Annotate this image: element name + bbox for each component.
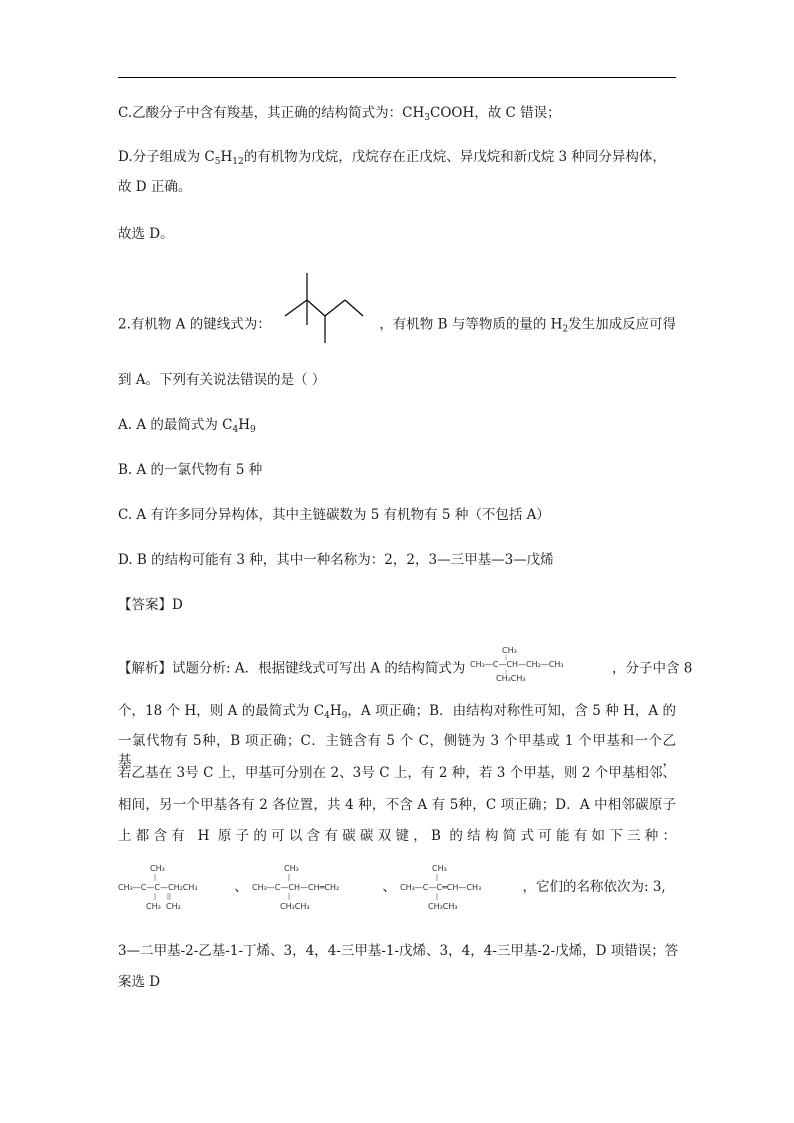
- analysis-line7-structures: [118, 862, 666, 912]
- option-b: B. A 的一氯代物有 5 种: [118, 462, 263, 478]
- analysis-line9: 案选 D: [118, 974, 161, 990]
- option-c-explanation: C.乙酸分子中含有羧基，其正确的结构简式为：$CH_3COOH$，故 C 错误；: [118, 105, 561, 123]
- analysis-line5: 相间，另一个甲基各有 2 各位置，共 4 种，不含 A 有 5种，C 项正确；D．A 中相邻碳原子: [118, 797, 676, 813]
- svg-text:CH₃—C—C—CH₂CH₃: CH₃—C—C—CH₂CH₃: [118, 883, 198, 892]
- struct-a-top: CH₃: [501, 646, 517, 655]
- svg-text:CH₃CH₃: CH₃CH₃: [428, 902, 458, 911]
- option-d-explanation-line1: D.分子组成为 $C_5H_{12}$的有机物为戊烷，戊烷存在正戊烷、异戊烷和新戊烷 3 种同分异构体，: [118, 149, 666, 167]
- analysis-line3: 一氯代物有 5种，B 项正确；C．主链含有 5 个 C，侧链为 3 个甲基或 1 个甲基和一个乙基，: [118, 733, 676, 769]
- analysis-line2: 个，18 个 H，则 A 的最简式为 $C_4H_9$，A 项正确；B．由结构对称性可知，含 5 种 H，A 的: [118, 703, 676, 721]
- header-rule: [118, 77, 676, 78]
- choose-d: 故选 D。: [118, 226, 174, 242]
- option-d: D. B 的结构可能有 3 种，其中一种名称为：2，2，3—三甲基—3—戊烯: [118, 552, 554, 568]
- analysis-line6: 上都含有 H 原子的可以含有碳碳双键，B 的结构简式可能有如下三种：: [118, 828, 676, 844]
- struct-a-main: CH₃—C—CH—CH₂—CH₃: [469, 660, 564, 669]
- skeletal-formula-a: [275, 273, 375, 347]
- answer: 【答案】D: [118, 597, 183, 613]
- option-c: C. A 有许多同分异构体，其中主链碳数为 5 有机物有 5 种（不包括 A）: [118, 507, 550, 523]
- svg-text:CH₃: CH₃: [432, 864, 447, 873]
- structure-b1: [118, 862, 230, 912]
- svg-text:CH₃—C—C═CH—CH₃: CH₃—C—C═CH—CH₃: [400, 883, 482, 892]
- question-2-line1: 2.有机物 A 的键线式为： ，有机物 B 与等物质的量的 $H_2$发生加成反应可得: [118, 303, 676, 347]
- svg-text:CH₃—C—CH—CH═CH₂: CH₃—C—CH—CH═CH₂: [252, 883, 340, 892]
- svg-text:CH₂: CH₂: [166, 902, 181, 911]
- analysis-line4: 若乙基在 3号 C 上，甲基可分别在 2、3号 C 上，有 2 种，若 3 个甲基，则 2 个甲基相邻、: [118, 765, 676, 781]
- structure-a-condensed: [470, 645, 608, 683]
- separator-1: 、: [234, 879, 248, 895]
- svg-text:CH₃CH₃: CH₃CH₃: [280, 902, 310, 911]
- svg-text:CH₃: CH₃: [150, 864, 165, 873]
- struct-a-bottom: CH₃CH₃: [495, 674, 526, 683]
- svg-text:CH₃: CH₃: [284, 864, 299, 873]
- analysis-line7-tail: ，它们的名称依次为: 3,: [522, 879, 666, 895]
- analysis-line8: 3—二甲基-2-乙基-1-丁烯、3，4，4-三甲基-1-戊烯、3，4，4-三甲基-2-戊烯，D 项错误；答: [118, 943, 679, 959]
- option-a: A. A 的最简式为 $C_4H_9$: [118, 417, 256, 435]
- svg-text:CH₃: CH₃: [146, 902, 161, 911]
- separator-2: 、: [382, 879, 396, 895]
- analysis-line1: 【解析】试题分析: A．根据键线式可写出 A 的结构简式为 CH₃ CH₃—C—CH—CH₂—CH₃ CH₃CH₃ ，分子中含 8: [118, 646, 693, 683]
- structure-b3: [400, 862, 518, 912]
- question-2-line2: 到 A。下列有关说法错误的是（ ）: [118, 372, 326, 388]
- structure-b2: [252, 862, 378, 912]
- option-d-explanation-line2: 故 D 正确。: [118, 179, 192, 195]
